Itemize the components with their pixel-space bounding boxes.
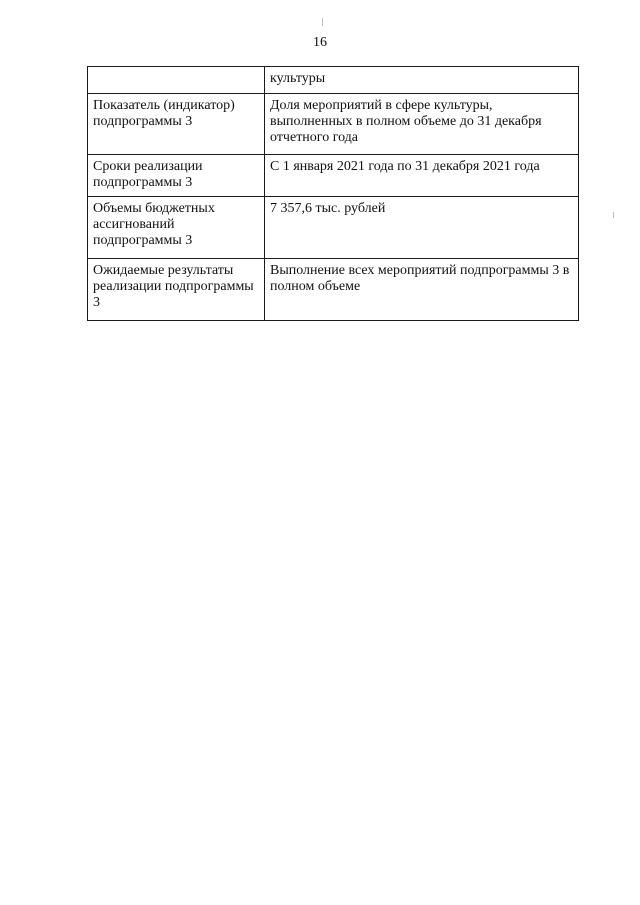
- row-value: С 1 января 2021 года по 31 декабря 2021 года: [265, 155, 579, 197]
- row-value: Доля мероприятий в сфере культуры, выполненных в полном объеме до 31 декабря отчетного года: [265, 94, 579, 155]
- table-row: [88, 197, 579, 259]
- scan-mark-side: [613, 212, 614, 218]
- table-row: [88, 155, 579, 197]
- table-row: [88, 94, 579, 155]
- table-row: [88, 259, 579, 321]
- row-label: Ожидаемые результаты реализации подпрограммы 3: [88, 259, 265, 321]
- page-number: 16: [313, 35, 327, 50]
- row-label: Объемы бюджетных ассигнований подпрограммы 3: [88, 197, 265, 259]
- table-row: [88, 67, 579, 94]
- row-value: Выполнение всех мероприятий подпрограммы 3 в полном объеме: [265, 259, 579, 321]
- row-value: 7 357,6 тыс. рублей: [265, 197, 579, 259]
- subprogram-passport-table: [87, 66, 579, 321]
- row-value: культуры: [265, 67, 579, 94]
- row-label: Показатель (индикатор) подпрограммы 3: [88, 94, 265, 155]
- row-label: Сроки реализации подпрограммы 3: [88, 155, 265, 197]
- row-label: [88, 67, 265, 94]
- scan-mark-top: [322, 18, 323, 26]
